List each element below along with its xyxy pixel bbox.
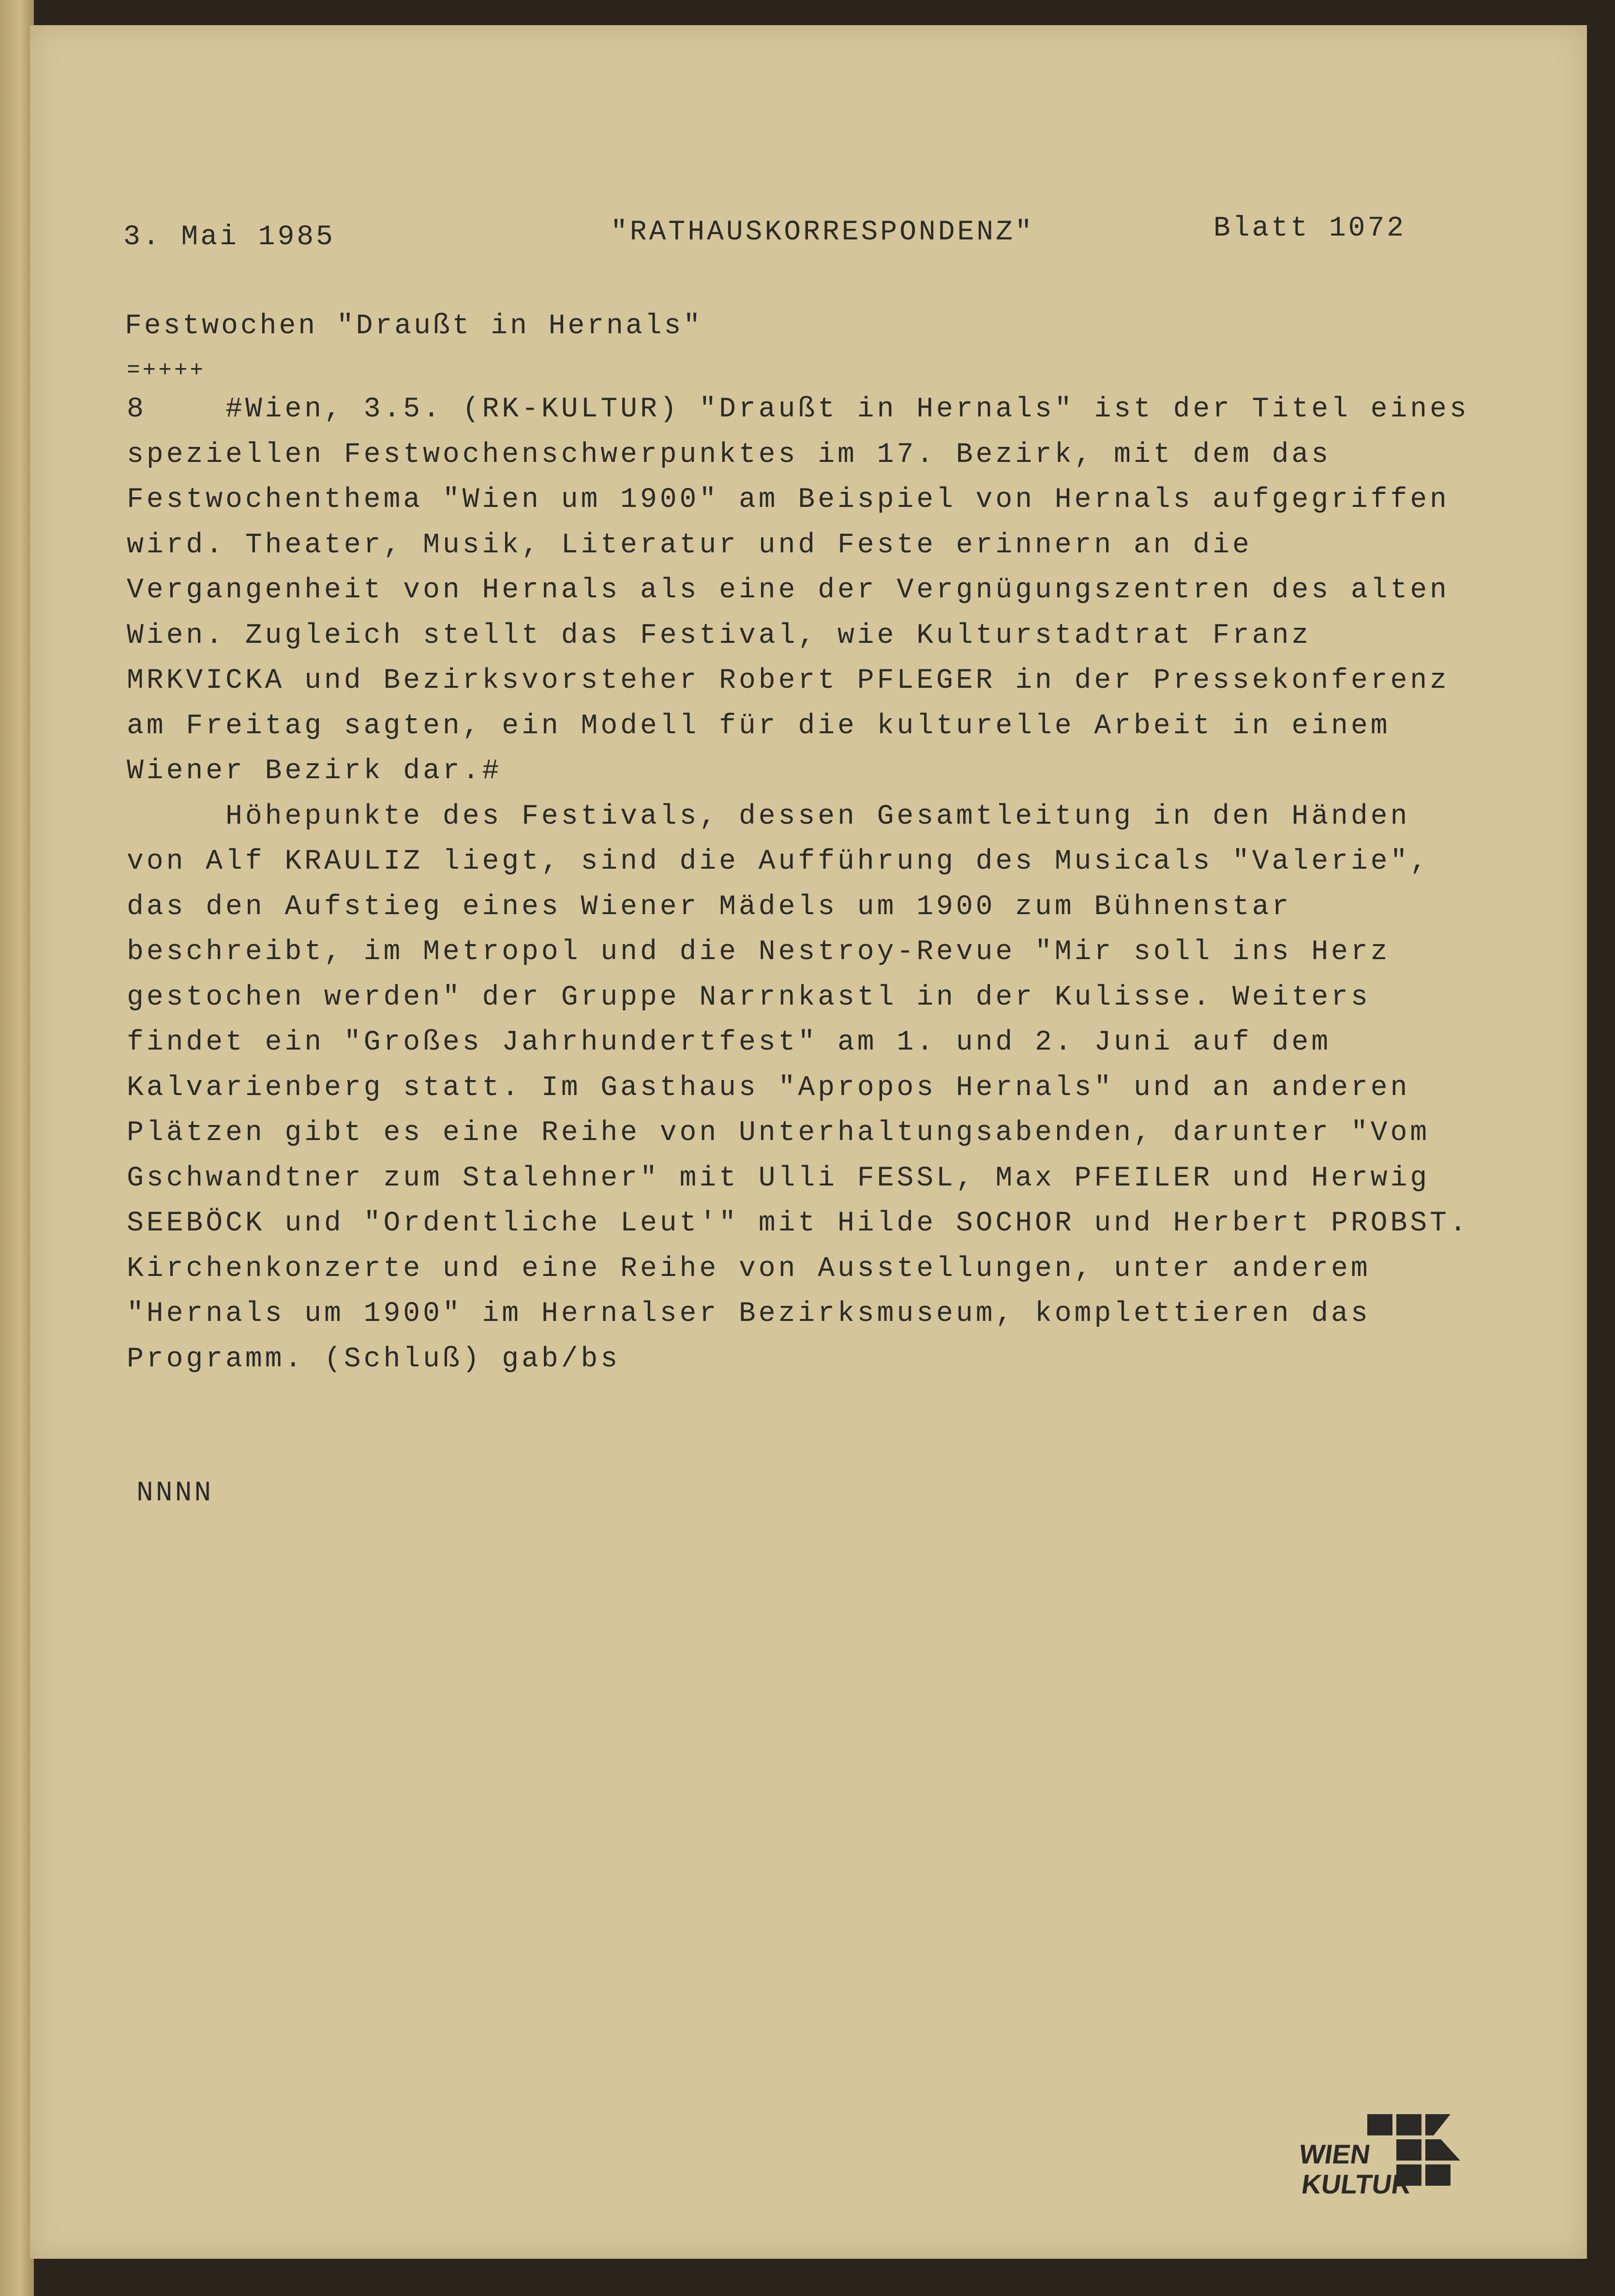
body-line: Vergangenheit von Hernals als eine der Vergnügungszentren des alten: [127, 575, 1450, 606]
article-headline: Festwochen "Draußt in Hernals": [125, 311, 703, 342]
header-date: 3. Mai 1985: [123, 222, 335, 253]
body-line: Wiener Bezirk dar.#: [127, 755, 502, 787]
body-line: Höhepunkte des Festivals, dessen Gesamtleitung in den Händen: [127, 800, 1410, 832]
body-line: 8 #Wien, 3.5. (RK-KULTUR) "Draußt in Hernals" ist der Titel eines: [127, 394, 1469, 425]
body-line: Kalvarienberg statt. Im Gasthaus "Apropos Hernals" und an anderen: [127, 1072, 1410, 1104]
body-line: am Freitag sagten, ein Modell für die kulturelle Arbeit in einem: [127, 710, 1391, 742]
svg-text:KULTUR: KULTUR: [1300, 2169, 1414, 2199]
body-line: beschreibt, im Metropol und die Nestroy-Revue "Mir soll ins Herz: [127, 936, 1391, 968]
header-page-number: Blatt 1072: [1213, 213, 1406, 244]
wien-kultur-logo: [1296, 2111, 1470, 2208]
body-line: speziellen Festwochenschwerpunktes im 17. Bezirk, mit dem das: [127, 439, 1331, 471]
body-line: SEEBÖCK und "Ordentliche Leut'" mit Hilde SOCHOR und Herbert PROBST.: [127, 1208, 1469, 1239]
article-body: [127, 387, 1469, 1382]
body-line: Programm. (Schluß) gab/bs: [127, 1343, 621, 1375]
body-line: Gschwandtner zum Stalehner" mit Ulli FESSL, Max PFEILER und Herwig: [127, 1162, 1430, 1194]
body-line: findet ein "Großes Jahrhundertfest" am 1. und 2. Juni auf dem: [127, 1027, 1331, 1058]
body-line: Festwochenthema "Wien um 1900" am Beispiel von Hernals aufgegriffen: [127, 484, 1450, 516]
body-line: wird. Theater, Musik, Literatur und Feste erinnern an die: [127, 529, 1252, 561]
body-line: Wien. Zugleich stellt das Festival, wie Kulturstadtrat Franz: [127, 620, 1312, 652]
svg-text:WIEN: WIEN: [1297, 2139, 1373, 2169]
body-line: Plätzen gibt es eine Reihe von Unterhaltungsabenden, darunter "Vom: [127, 1117, 1430, 1149]
body-line: Kirchenkonzerte und eine Reihe von Ausstellungen, unter anderem: [127, 1253, 1371, 1285]
body-line: gestochen werden" der Gruppe Narrnkastl in der Kulisse. Weiters: [127, 981, 1371, 1013]
body-line: MRKVICKA und Bezirksvorsteher Robert PFLEGER in der Pressekonferenz: [127, 665, 1450, 696]
body-line: das den Aufstieg eines Wiener Mädels um 1900 zum Bühnenstar: [127, 891, 1292, 923]
binding-edge: [0, 0, 34, 2296]
body-line: "Hernals um 1900" im Hernalser Bezirksmuseum, komplettieren das: [127, 1298, 1371, 1330]
headline-marker: =++++: [127, 358, 206, 383]
body-line: von Alf KRAULIZ liegt, sind die Aufführung des Musicals "Valerie",: [127, 846, 1430, 877]
header-title: "RATHAUSKORRESPONDENZ": [611, 217, 1034, 248]
end-marker: NNNN: [136, 1478, 214, 1509]
